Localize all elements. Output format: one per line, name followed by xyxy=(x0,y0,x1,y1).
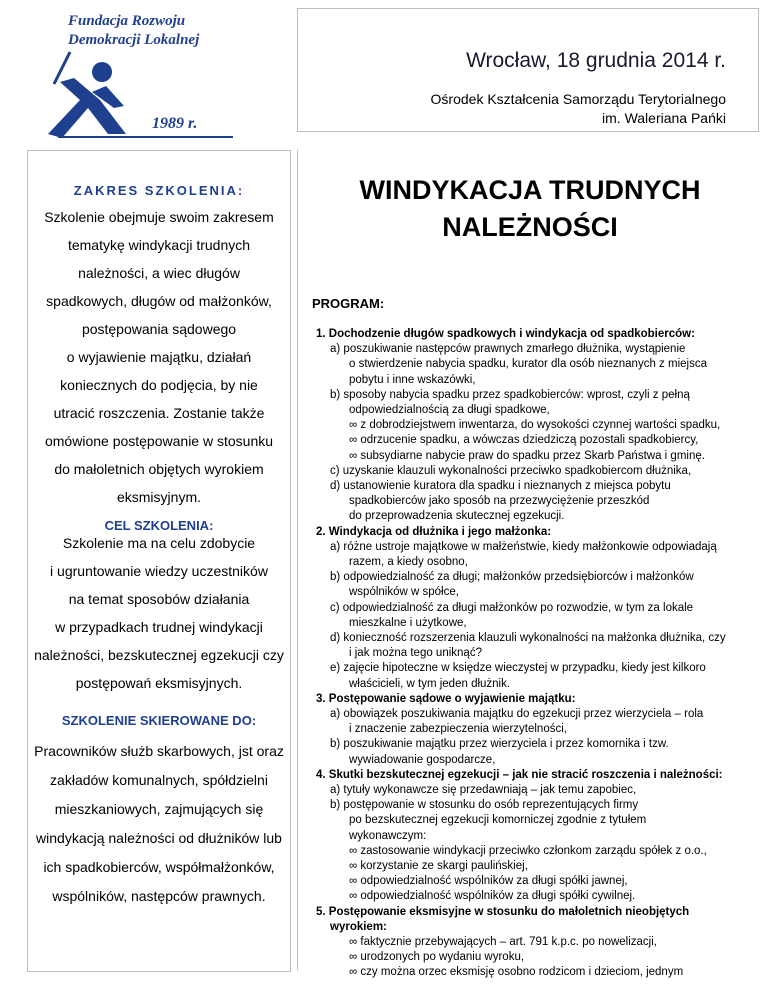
scope-line: spadkowych, długów od małżonków, xyxy=(46,293,272,309)
header-box xyxy=(297,8,759,132)
program-line: d) ustanowienie kuratora dla spadku i nieznanych z miejsca pobytu xyxy=(330,480,671,492)
scope-line: należności, a wiec długów xyxy=(78,265,240,281)
program-line: i znaczenie zabezpieczenia wierzytelności, xyxy=(349,723,567,736)
program-line: do przeprowadzenia skutecznej egzekucji. xyxy=(349,510,565,523)
program-line: ∞ faktycznie przebywających – art. 791 k.p.c. po nowelizacji, xyxy=(349,936,657,948)
goal-line: należności, bezskutecznej egzekucji czy xyxy=(34,647,284,663)
program-label: PROGRAM: xyxy=(312,296,385,311)
program-section-heading: 1. Dochodzenie długów spadkowych i windykacja od spadkobierców: xyxy=(316,328,695,340)
header-date: Wrocław, 18 grudnia 2014 r. xyxy=(466,49,726,72)
program-line: o stwierdzenie nabycia spadku, kurator dla osób nieznanych z miejsca xyxy=(349,358,707,371)
program-line: ∞ czy można orzec eksmisję osobno rodzicom i dzieciom, jednym xyxy=(349,966,684,979)
logo-underline xyxy=(58,136,233,138)
target-line: wspólników, następców prawnych. xyxy=(52,888,266,904)
logo-figure-icon xyxy=(40,42,150,142)
logo-line-2: Demokracji Lokalnej xyxy=(68,32,200,48)
target-line: windykacją należności od dłużników lub xyxy=(36,830,282,846)
program-line: ∞ odrzucenie spadku, a wówczas dziedziczą pozostali spadkobiercy, xyxy=(349,434,699,447)
program-line: b) postępowanie w stosunku do osób reprezentujących firmy xyxy=(330,799,639,812)
scope-line: o wyjawienie majątku, działań xyxy=(66,349,252,365)
program-line: ∞ subsydiarne nabycie praw do spadku przez Skarb Państwa i gminę. xyxy=(349,449,705,462)
program-line: odpowiedzialnością za długi spadkowe, xyxy=(349,404,550,416)
program-line: c) uzyskanie klauzuli wykonalności przeciwko spadkobiercom dłużnika, xyxy=(330,464,692,477)
program-line: ∞ korzystanie ze skargi paulińskiej, xyxy=(349,860,528,872)
program-line: b) odpowiedzialność za długi; małżonków przedsiębiorców i małżonków xyxy=(330,571,694,584)
scope-line: postępowania sądowego xyxy=(81,321,237,337)
title-line-2: NALEŻNOŚCI xyxy=(442,212,618,242)
goal-line: i ugruntowanie wiedzy uczestników xyxy=(50,563,268,579)
program-line: ∞ odpowiedzialność wspólników za długi spółki cywilnej. xyxy=(349,890,636,903)
program-line: wspólników w spółce, xyxy=(349,586,459,599)
title-line-1: WINDYKACJA TRUDNYCH xyxy=(359,175,701,205)
program-line: ∞ z dobrodziejstwem inwentarza, do wysokości czynnej wartości spadku, xyxy=(349,419,721,432)
sidebar xyxy=(27,150,291,972)
header-institution-2: im. Waleriana Pańki xyxy=(602,110,726,126)
program-line: b) sposoby nabycia spadku przez spadkobierców: wprost, czyli z pełną xyxy=(330,388,690,401)
page-title xyxy=(300,172,760,246)
program-line: po bezskutecznej egzekucji komorniczej zgodnie z tytułem xyxy=(349,814,647,827)
scope-line: tematykę windykacji trudnych xyxy=(67,237,251,253)
program-line: c) odpowiedzialność za długi małżonków po rozwodzie, w tym za lokale xyxy=(330,601,694,614)
program-line: właścicieli, w tym jeden dłużnik. xyxy=(349,677,511,690)
goal-heading: CEL SZKOLENIA: xyxy=(104,518,214,533)
target-line: zakładów komunalnych, spółdzielni xyxy=(50,772,268,788)
scope-line: do małoletnich objętych wyrokiem xyxy=(54,461,264,477)
scope-line: koniecznych do podjęcia, by nie xyxy=(60,377,258,393)
program-section-heading: 3. Postępowanie sądowe o wyjawienie majątku: xyxy=(316,692,576,705)
goal-line: w przypadkach trudnej windykacji xyxy=(55,619,263,635)
program-line: e) zajęcie hipoteczne w księdze wieczystej w przypadku, kiedy jest kilkoro xyxy=(330,662,706,675)
program-line: a) obowiązek poszukiwania majątku do egzekucji przez wierzyciela – rola xyxy=(330,708,704,720)
program-line: d) konieczność rozszerzenia klauzuli wykonalności na małżonka dłużnika, czy xyxy=(330,632,726,644)
target-heading: SZKOLENIE SKIEROWANE DO: xyxy=(61,713,257,728)
program-line: wykonawczym: xyxy=(349,829,427,842)
scope-line: Szkolenie obejmuje swoim zakresem xyxy=(44,209,274,225)
program-line: a) poszukiwanie następców prawnych zmarłego dłużnika, wystąpienie xyxy=(330,343,686,356)
program-line: ∞ urodzonych po wydaniu wyroku, xyxy=(349,951,525,964)
goal-line: postępowań eksmisyjnych. xyxy=(75,675,243,691)
program-line: razem, a kiedy osobno, xyxy=(349,556,468,568)
program-line: a) różne ustroje majątkowe w małżeństwie, kiedy małżonkowie odpowiadają xyxy=(330,540,717,553)
scope-line: omówione postępowanie w stosunku xyxy=(44,433,274,449)
target-line: Pracowników służb skarbowych, jst oraz xyxy=(34,743,284,759)
goal-line: na temat sposobów działania xyxy=(68,591,250,607)
scope-heading: ZAKRES SZKOLENIA: xyxy=(73,183,245,198)
target-line: mieszkaniowych, zajmujących się xyxy=(54,801,264,817)
program-line: mieszkalne i użytkowe, xyxy=(349,616,467,629)
program-line: i jak można tego uniknąć? xyxy=(349,647,482,660)
program-line: a) tytuły wykonawcze się przedawniają – jak temu zapobiec, xyxy=(330,784,637,796)
program-line: wywiadowanie gospodarcze, xyxy=(349,753,496,766)
program-line: ∞ zastosowanie windykacji przeciwko członkom zarządu spółek z o.o., xyxy=(349,844,707,857)
program-section-heading: 5. Postępowanie eksmisyjne w stosunku do małoletnich nieobjętych xyxy=(316,905,690,918)
program-line: spadkobierców jako sposób na przezwyciężenie przeszkód xyxy=(349,495,650,508)
target-line: ich spadkobierców, współmałżonków, xyxy=(43,859,275,875)
scope-line: utracić roszczenia. Zostanie także xyxy=(53,405,265,421)
scope-line: eksmisyjnym. xyxy=(116,489,201,505)
header-institution-1: Ośrodek Kształcenia Samorządu Terytorialnego xyxy=(430,91,726,107)
program-line: pobytu i inne wskazówki, xyxy=(349,373,476,386)
program-section-heading: wyrokiem: xyxy=(330,920,387,933)
program-section-heading: 4. Skutki bezskutecznej egzekucji – jak nie stracić roszczenia i należności: xyxy=(316,768,723,781)
logo-line-1: Fundacja Rozwoju xyxy=(68,13,186,29)
goal-line: Szkolenie ma na celu zdobycie xyxy=(62,535,256,551)
program-line: b) poszukiwanie majątku przez wierzyciela i przez komornika i tzw. xyxy=(330,738,669,751)
logo-year: 1989 r. xyxy=(152,115,198,132)
program-section-heading: 2. Windykacja od dłużnika i jego małżonka: xyxy=(316,525,552,538)
program-line: ∞ odpowiedzialność wspólników za długi spółki jawnej, xyxy=(349,875,628,888)
